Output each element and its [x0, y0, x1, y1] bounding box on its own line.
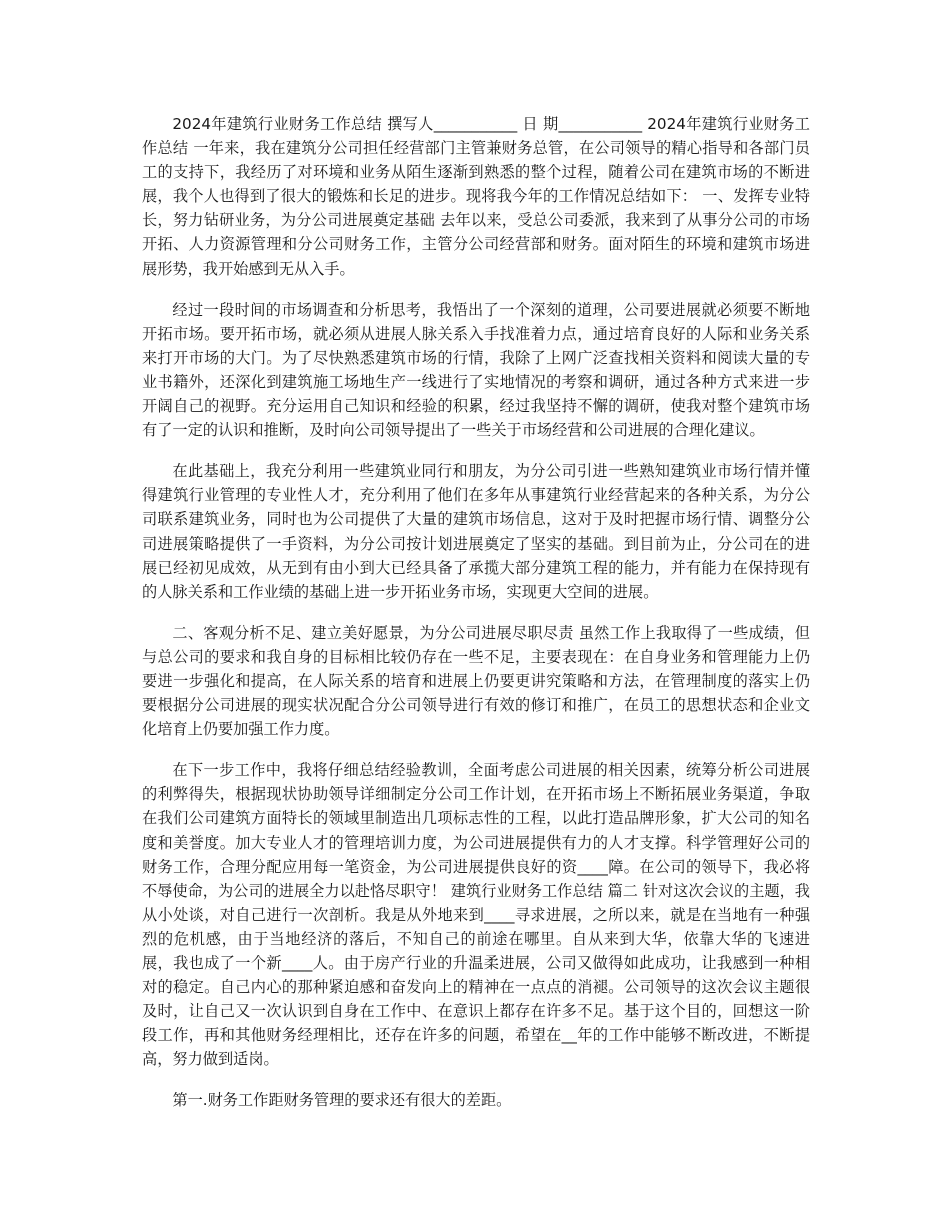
paragraph-intro: 2024年建筑行业财务工作总结 撰写人___________ 日 期___________ 2024年建筑行业财务工作总结 一年来，我在建筑分公司担任经营部门主管兼财务总管，在公司领导的精心指导和各部门员工的支持下，我经历了对环境和业务从陌生逐渐到熟悉的整个过程，随着公司在建筑市场的不断进展，我个人也得到了很大的锻炼和长足的进步。现将我今年的工作情况总结如下： 一、发挥专业特长，努力钻研业务，为分公司进展奠定基础 去年以来，受总公司委派，我来到了从事分公司的市场开拓、人力资源管理和分公司财务工作，主管分公司经营部和财务。面对陌生的环境和建筑市场进展形势，我开始感到无从入手。	[142, 115, 810, 278]
paragraph-next-steps: 在下一步工作中，我将仔细总结经验教训，全面考虑公司进展的相关因素，统筹分析公司进展的利弊得失，根据现状协助领导详细制定分公司工作计划，在开拓市场上不断拓展业务渠道，争取在我们公司建筑方面特长的领域里制造出几项标志性的工程，以此打造品牌形象，扩大公司的知名度和美誉度。加大专业人才的管理培训力度，为公司进展提供有力的人才支撑。科学管理好公司的财务工作，合理分配应用每一笔资金，为公司进展提供良好的资____障。在公司的领导下，我必将不辱使命，为公司的进展全力以赴恪尽职守！ 建筑行业财务工作总结 篇二 针对这次会议的主题，我从小处谈，对自己进行一次剖析。我是从外地来到____寻求进展，之所以来，就是在当地有一种强烈的危机感，由于当地经济的落后，不知自己的前途在哪里。自从来到大华，依靠大华的飞速进展，我也成了一个新____人。由于房产行业的升温柔进展，公司又做得如此成功，让我感到一种相对的稳定。自己内心的那种紧迫感和奋发向上的精神在一点点的消褪。公司领导的这次会议主题很及时，让自己又一次认识到自身在工作中、在意识上都存在许多不足。基于这个目的，回想这一阶段工作，再和其他财务经理相比，还存在许多的问题，希望在__年的工作中能够不断改进，不断提高，努力做到适岗。	[142, 761, 810, 1069]
document-body	[142, 112, 810, 1113]
paragraph-market-research: 经过一段时间的市场调查和分析思考，我悟出了一个深刻的道理，公司要进展就必须要不断地开拓市场。要开拓市场，就必须从进展人脉关系入手找准着力点，通过培育良好的人际和业务关系来打开市场的大门。为了尽快熟悉建筑市场的行情，我除了上网广泛查找相关资料和阅读大量的专业书籍外，还深化到建筑施工场地生产一线进行了实地情况的考察和调研，通过各种方式来进一步开阔自己的视野。充分运用自己知识和经验的积累，经过我坚持不懈的调研，使我对整个建筑市场有了一定的认识和推断，及时向公司领导提出了一些关于市场经营和公司进展的合理化建议。	[142, 300, 810, 440]
paragraph-shortcomings: 二、客观分析不足、建立美好愿景，为分公司进展尽职尽责 虽然工作上我取得了一些成绩，但与总公司的要求和我自身的目标相比较仍存在一些不足，主要表现在：在自身业务和管理能力上仍要进一步强化和提高，在人际关系的培育和进展上仍要更讲究策略和方法，在管理制度的落实上仍要根据分公司进展的现实状况配合分公司领导进行有效的修订和推广，在员工的思想状态和企业文化培育上仍要加强工作力度。	[142, 623, 810, 739]
paragraph-talent-introduction: 在此基础上，我充分利用一些建筑业同行和朋友，为分公司引进一些熟知建筑业市场行情并懂得建筑行业管理的专业性人才，充分利用了他们在多年从事建筑行业经营起来的各种关系，为分公司联系建筑业务，同时也为公司提供了大量的建筑市场信息，这对于及时把握市场行情、调整分公司进展策略提供了一手资料，为分公司按计划进展奠定了坚实的基础。到目前为止，分公司在的进展已经初见成效，从无到有由小到大已经具备了承揽大部分建筑工程的能力，并有能力在保持现有的人脉关系和工作业绩的基础上进一步开拓业务市场，实现更大空间的进展。	[142, 462, 810, 601]
paragraph-first-point: 第一.财务工作距财务管理的要求还有很大的差距。	[172, 1091, 512, 1110]
